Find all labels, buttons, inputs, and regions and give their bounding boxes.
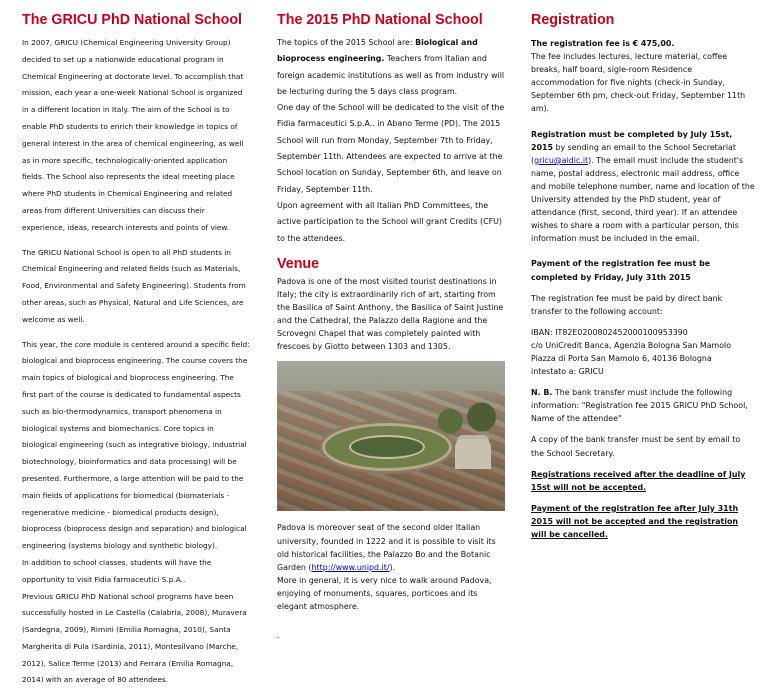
secretariat-email-link[interactable]: gricu@aidic.it (534, 156, 588, 165)
venue-description: Padova is one of the most visited tourist destinations in Italy; the city is extraordinarily rich of art, starting from the Basilica of Saint Anthony, the Basilica of Saint Justine and the Cathedral, the Palazzo della Ragione and the Scrovegni Chapel that was completely painted with frescoes by Giotto between 1303 and 1305. (277, 275, 505, 354)
bank-iban: IBAN: IT82E0200802452000100953390 (531, 326, 755, 339)
payment-method: The registration fee must be paid by direct bank transfer to the following account: (531, 292, 755, 318)
payment-deadline: Payment of the registration fee must be completed by Friday, July 31th 2015 (531, 257, 755, 283)
program-topics: The topics of the 2015 School are: Biological and bioprocess engineering. Teachers from Italian and foreign academic institutions as well as from industry will be lecturing during the 5 days class program. (277, 35, 505, 100)
column-registration (531, 0, 755, 543)
school-core-module: This year, the core module is centered around a specific field: biological and bioprocess engineering. The course covers the main topics of biological and bioprocess engineering. The first part of the course is dedicated to fundamental aspects such as bio-thermodynamics, transport phenomena in biological systems and biomechanics. Core topics in biological engineering (such as integrative biology, industrial biotechnology, bioinformatics and data processing) will be presented. Furthermore, a large attention will be paid to the main fields of applications for biomedical (biomaterials - regenerative medicine - biomedical products design), bioprocess (bioprocess design and separation) and biological engineering (systems biology and synthetic biology). (22, 337, 250, 555)
column-school (22, 0, 250, 543)
venue-title: Venue (277, 255, 505, 273)
bank-address: Piazza di Porta San Mamolo 6, 40136 Bologna (531, 352, 755, 365)
trailing-dot: . (277, 629, 505, 642)
school-intro: In 2007, GRICU (Chemical Engineering University Group) decided to set up a nationwide educational program in Chemical Engineering at doctorate level. To accomplish that mission, each year a one-week National School is organized in a different location in Italy. The aim of the School is to enable PhD students to enrich their knowledge in topics of general interest in the area of chemical engineering, as well as in more specific, technologically-oriented application fields. The School also represents the ideal meeting place where PhD students in Chemical Engineering and related areas from different Universities can discuss their experience, ideas, research interests and points of view. (22, 35, 250, 237)
venue-university: Padova is moreover seat of the second older Italian university, founded in 1222 and it is possible to visit its old historical facilities, the Palazzo Bo and the Botanic Garden (http://www.unipd.it/). (277, 521, 505, 573)
program-title: The 2015 PhD National School (277, 11, 505, 29)
late-payment-warning: Payment of the registration fee after July 31th 2015 will not be accepted and the registration will be cancelled. (531, 502, 755, 541)
school-visit: In addition to school classes, students will have the opportunity to visit Fidia farmaceutici S.p.A.. (22, 555, 250, 589)
registration-title: Registration (531, 11, 755, 29)
school-title: The GRICU PhD National School (22, 11, 250, 29)
program-credits: Upon agreement with all Italian PhD Committees, the active participation to the School will grant Credits (CFU) to the attendees. (277, 198, 505, 247)
program-schedule: One day of the School will be dedicated to the visit of the Fidia farmaceutici S.p.A.. in Abano Terme (PD). The 2015 School will run from Monday, September 7th to Friday, September 11th. Attendees are expected to arrive at the School location on Sunday, September 6th, and leave on Friday, September 11th. (277, 100, 505, 198)
transfer-copy-note: A copy of the bank transfer must be sent by email to the School Secretary. (531, 433, 755, 459)
school-previous: Previous GRICU PhD National school programs have been successfully hosted in Le Castella (Calabria, 2008), Muravera (Sardegna, 2009), Rimini (Emilia Romagna, 2010), Santa Margherita di Pula (Sardinia, 2011), Montesilvano (Marche, 2012), Salice Terme (2013) and Ferrara (Emilia Romagna, 2014) with an average of 80 attendees. (22, 589, 250, 689)
venue-walk: More in general, it is very nice to walk around Padova, enjoying of monuments, squares, porticoes and its elegant atmosphere. (277, 574, 505, 613)
school-audience: The GRICU National School is open to all PhD students in Chemical Engineering and related fields (such as Materials, Food, Environmental and Safety Engineering). Students from other areas, such as Physical, Natural and Life Sciences, are welcome as well. (22, 245, 250, 329)
registration-fee-details: The fee includes lectures, lecture material, coffee breaks, half board, sigle-room Residence accommodation for five nights (check-in Sunday, September 6th pm, check-out Friday, September 11th am). (531, 50, 755, 115)
account-holder: intestato a: GRICU (531, 365, 755, 378)
registration-fee: The registration fee is € 475,00. (531, 37, 755, 50)
padova-aerial-photo (277, 361, 505, 511)
late-registration-warning: Registrations received after the deadline of July 15st will not be accepted. (531, 468, 755, 494)
bank-name: c/o UniCredit Banca, Agenzia Bologna San Mamolo (531, 339, 755, 352)
column-2015-school (277, 0, 505, 543)
unipd-link[interactable]: http://www.unipd.it/ (312, 563, 390, 572)
transfer-note: N. B. The bank transfer must include the following information: "Registration fee 2015 GRICU PhD School, Name of the attendee" (531, 386, 755, 425)
registration-procedure: Registration must be completed by July 15st, 2015 by sending an email to the School Secretariat (gricu@aidic.it). The email must include the student's name, postal address, electronic mail address, office and mobile telephone number, name and location of the University attended by the PhD student, year of attendance (first, second, third year). If an attendee wishes to share a room with a particular person, this information must be included in the email. (531, 128, 755, 246)
